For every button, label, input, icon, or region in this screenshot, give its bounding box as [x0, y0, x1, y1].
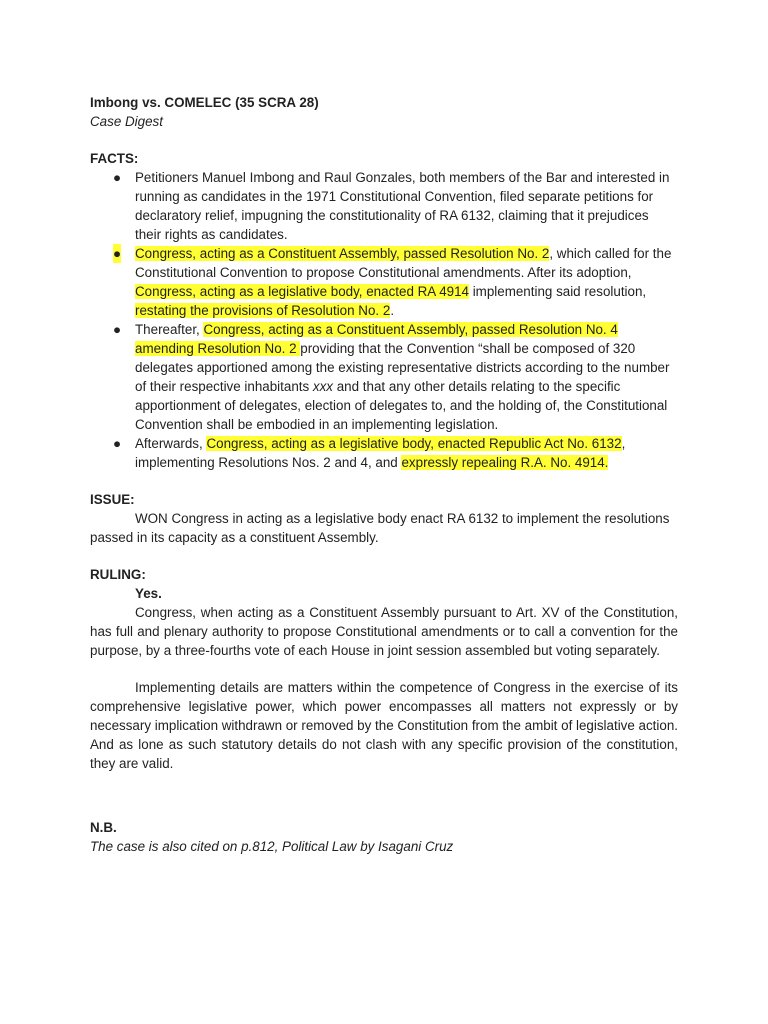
ruling-heading: RULING: — [90, 567, 146, 582]
facts-list — [90, 168, 678, 472]
highlight-text: Congress, acting as a legislative body, enacted RA 4914 — [135, 284, 469, 299]
document-title: Imbong vs. COMELEC (35 SCRA 28) — [90, 95, 319, 110]
facts-heading: FACTS: — [90, 151, 139, 166]
bullet-icon: ● — [113, 436, 122, 451]
highlight-text: Congress, acting as a Constituent Assembly, passed Resolution No. 4 amending Resolution No. 2 — [135, 322, 618, 356]
fact-text: and that any other details relating to the specific apportionment of delegates, election of delegates to, and the holding of, the Constitutional Convention shall be embodied in an implementing legislation. — [135, 379, 668, 432]
bullet-icon: ● — [113, 322, 122, 337]
bullet-icon: ● — [113, 246, 122, 261]
bullet-icon: ● — [113, 170, 122, 185]
nb-heading: N.B. — [90, 820, 117, 835]
highlight-text: expressly repealing R.A. No. 4914. — [401, 455, 609, 470]
nb-text: The case is also cited on p.812, Political Law by Isagani Cruz — [90, 839, 454, 854]
fact-text: implementing said resolution, — [468, 284, 647, 299]
highlight-text: Congress, acting as a legislative body, enacted Republic Act No. 6132 — [206, 436, 622, 451]
fact-text: , implementing Resolutions Nos. 2 and 4, and — [135, 436, 626, 470]
issue-heading: ISSUE: — [90, 492, 135, 507]
issue-text: WON Congress in acting as a legislative body enact RA 6132 to implement the resolutions passed in its capacity as a constituent Assembly. — [90, 511, 670, 545]
list-item — [90, 168, 678, 244]
ruling-paragraph-1: Congress, when acting as a Constituent Assembly pursuant to Art. XV of the Constitution, has full and plenary authority to propose Constitutional amendments or to call a convention for the purpose, by a three-fourths vote of each House in joint session assembled but voting separately. — [90, 605, 678, 658]
list-item — [90, 244, 678, 320]
fact-text: Thereafter, — [135, 322, 204, 337]
fact-text: Petitioners Manuel Imbong and Raul Gonzales, both members of the Bar and interested in running as candidates in the 1971 Constitutional Convention, filed separate petitions for declaratory relief, impugning the constitutionality of RA 6132, claiming that it prejudices their rights as candidates. — [135, 170, 670, 242]
document-subtitle: Case Digest — [90, 114, 163, 129]
ruling-answer: Yes. — [135, 586, 162, 601]
case-digest-document — [90, 93, 678, 856]
list-item — [90, 320, 678, 434]
fact-text-italic: xxx — [312, 379, 333, 394]
highlight-text: restating the provisions of Resolution No. 2 — [135, 303, 391, 318]
list-item — [90, 434, 678, 472]
fact-text: Afterwards, — [135, 436, 207, 451]
ruling-paragraph-2: Implementing details are matters within the competence of Congress in the exercise of its comprehensive legislative power, which power encompasses all matters not expressly or by necessary implication withdrawn or removed by the Constitution from the ambit of legislative action. And as lone as such statutory details do not clash with any specific provision of the constitution, they are valid. — [90, 680, 678, 771]
fact-text: . — [390, 303, 395, 318]
fact-text: providing that the Convention “shall be composed of 320 delegates apportioned among the existing representative districts according to the number of their respective inhabitants — [135, 341, 670, 394]
highlight-text: Congress, acting as a Constituent Assembly, passed Resolution No. 2 — [135, 246, 550, 261]
fact-text: , which called for the Constitutional Convention to propose Constitutional amendments. After its adoption, — [135, 246, 672, 280]
